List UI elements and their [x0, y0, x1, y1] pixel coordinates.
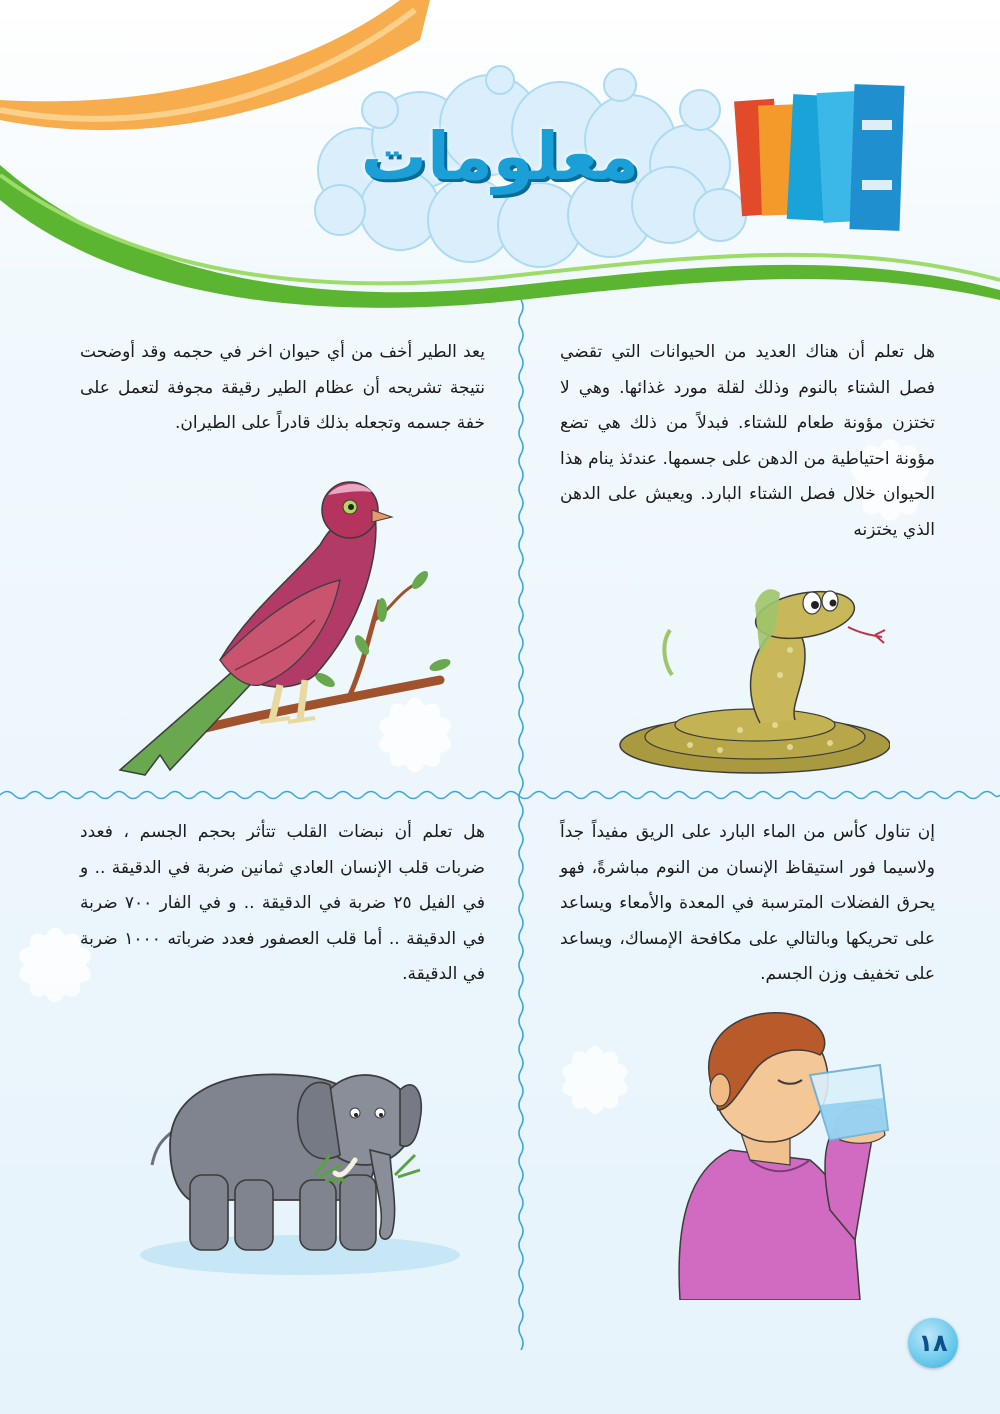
elephant-illustration [130, 1055, 460, 1275]
vertical-divider [517, 300, 525, 1350]
bird-bones-paragraph: يعد الطير أخف من أي حيوان اخر في حجمه وقد أوضحت نتيجة تشريحه أن عظام الطير رقيقة مجوفة لتعمل على خفة جسمه وتجعله بذلك قادراً على الطيران. [80, 342, 485, 433]
horizontal-divider [0, 788, 1000, 802]
snake-illustration [590, 575, 890, 775]
heartbeat-paragraph: هل تعلم أن نبضات القلب تتأثر بحجم الجسم ، فعدد ضربات قلب الإنسان العادي ثمانين ضربة في الدقيقة .. و في الفيل ٢٥ ضربة في الدقيقة .. و في الفار ٧٠٠ ضربة في الدقيقة .. أما قلب العصفور فعدد ضرباته ١٠٠٠ ضربة في الدقيقة. [80, 822, 485, 984]
page-title: معلومات [360, 118, 640, 195]
boy-drinking-illustration [660, 1010, 910, 1300]
books-icon [734, 84, 904, 231]
bird-illustration [100, 470, 460, 790]
flower-decoration [545, 1030, 645, 1130]
hibernation-paragraph: هل تعلم أن هناك العديد من الحيوانات التي تقضي فصل الشتاء بالنوم وذلك لقلة مورد غذائها. وهي لا تختزن مؤونة طعام للشتاء. فبدلاً من ذلك هي تضع مؤونة احتياطية من الدهن على جسمها. عندئذ ينام هذا الحيوان خلال فصل الشتاء البارد. ويعيش على الدهن الذي يختزنه [560, 342, 935, 540]
cold-water-paragraph: إن تناول كأس من الماء البارد على الريق مفيداً جداً ولاسيما فور استيقاظ الإنسان من النوم مباشرةً، فهو يحرق الفضلات المترسبة في المعدة والأمعاء ويساعد على تحريكها وبالتالي على مكافحة الإمساك، ويساعد على تخفيف وزن الجسم. [560, 822, 935, 984]
page-number-badge: ١٨ [908, 1318, 958, 1368]
